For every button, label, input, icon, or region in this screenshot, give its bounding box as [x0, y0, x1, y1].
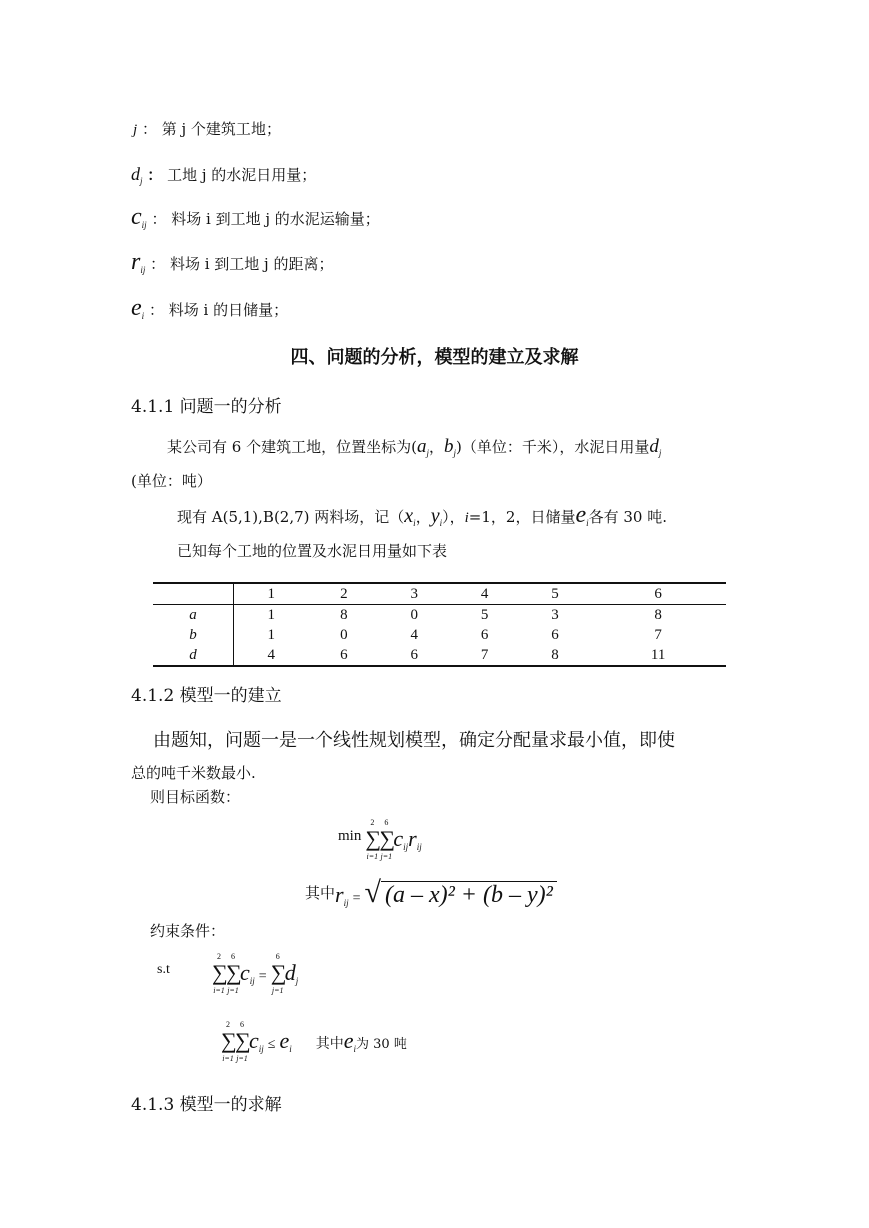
- table-header-cell: 5: [520, 583, 590, 605]
- note-text: 其中: [315, 1036, 344, 1052]
- table-header-cell: 3: [379, 583, 449, 605]
- definition-text: 料场 i 的日储量；: [168, 301, 289, 319]
- symbol-subscript: i: [141, 311, 145, 321]
- constraint-label: 约束条件：: [150, 922, 226, 940]
- definition-separator: ：: [141, 120, 157, 138]
- sum-symbol: ∑ 6 j=1: [226, 962, 240, 984]
- table-cell: 4: [410, 626, 418, 643]
- table-row-label: d: [153, 645, 234, 666]
- subscript: ij: [249, 976, 255, 986]
- text: 某公司有 6 个建筑工地，位置坐标为(: [167, 438, 417, 456]
- subsection-4-1-2: 4.1.2 模型一的建立: [131, 686, 282, 706]
- var-d: d: [284, 960, 296, 985]
- sum-lower: j=1: [271, 986, 284, 995]
- symbol-subscript: ij: [140, 265, 146, 275]
- definition-j: [133, 118, 281, 139]
- subscript: j: [658, 448, 662, 458]
- subscript: j: [453, 448, 456, 458]
- table-cell: 8: [520, 645, 590, 666]
- subscript: i: [353, 1044, 357, 1054]
- table-header-cell: 2: [309, 583, 379, 605]
- definition-e: [131, 295, 288, 322]
- sum-symbol: ∑ 2 i=1: [221, 1030, 235, 1052]
- table-cell: 8: [340, 606, 348, 623]
- var-c: c: [240, 960, 250, 985]
- sum-symbol: ∑ 2 i=1: [365, 828, 379, 850]
- subscript: i: [413, 518, 416, 528]
- var-c: c: [249, 1028, 259, 1053]
- paragraph-model: 由题知，问题一是一个线性规划模型，确定分配量求最小值，即使: [153, 730, 675, 751]
- definition-separator: ：: [147, 166, 163, 184]
- subscript: j: [426, 448, 429, 458]
- subsection-4-1-3: 4.1.3 模型一的求解: [131, 1095, 282, 1115]
- definition-d: [131, 164, 316, 186]
- subscript: ij: [258, 1044, 264, 1054]
- text: 现有 A(5,1),B(2,7) 两料场，记（: [177, 508, 405, 526]
- symbol-d: d: [649, 436, 659, 457]
- sum-symbol: ∑ 6 j=1: [379, 828, 393, 850]
- sum-lower: i=1: [222, 1054, 234, 1063]
- paragraph-unit: (单位：吨）: [131, 472, 212, 490]
- table-cell: 3: [551, 606, 559, 623]
- equals-sign: =: [258, 969, 267, 984]
- table-header-cell: [153, 583, 234, 605]
- definition-text: 第 j 个建筑工地；: [161, 120, 281, 138]
- sum-symbol: ∑ 6 j=1: [271, 962, 285, 984]
- symbol: d: [131, 164, 140, 184]
- sum-lower: j=1: [227, 986, 239, 995]
- table-row-label: b: [153, 625, 234, 645]
- objective-formula: [338, 818, 422, 861]
- sum-upper: 2: [370, 818, 375, 827]
- table-row: [153, 645, 726, 666]
- text: ，: [428, 438, 444, 456]
- symbol-i: i: [464, 510, 469, 526]
- table-cell: 6: [379, 645, 449, 666]
- symbol: j: [133, 122, 138, 138]
- sum-lower: i=1: [366, 852, 379, 861]
- text: 各有 30 吨.: [588, 508, 668, 526]
- table-cell: 6: [551, 626, 559, 643]
- var-e: e: [279, 1028, 290, 1053]
- symbol-x: x: [404, 505, 414, 527]
- sum-lower: j=1: [380, 852, 393, 861]
- paragraph-sites: [167, 436, 661, 458]
- sum-symbol: ∑ 6 j=1: [235, 1030, 249, 1052]
- table-cell: 0: [340, 626, 348, 643]
- subscript: ij: [343, 898, 349, 908]
- table-cell: 1: [267, 606, 276, 623]
- table-header-cell: 6: [590, 583, 726, 605]
- sqrt-expression: (a – x)² + (b – y)²: [381, 881, 557, 908]
- table-row-label: a: [153, 605, 234, 626]
- symbol-y: y: [430, 505, 440, 527]
- definition-text: 料场 i 到工地 j 的水泥运输量；: [171, 210, 380, 228]
- definition-separator: ：: [150, 255, 166, 273]
- distance-label: 其中: [305, 884, 336, 902]
- definition-separator: ：: [148, 301, 164, 319]
- section-heading: 四、问题的分析，模型的建立及求解: [290, 347, 579, 368]
- paragraph-yards: [177, 502, 667, 529]
- sum-lower: i=1: [213, 986, 225, 995]
- table-row: [153, 625, 726, 645]
- sum-upper: 6: [240, 1020, 244, 1029]
- text: ，: [415, 508, 431, 526]
- objective-label: 则目标函数：: [150, 788, 241, 806]
- text: )（单位：千米），水泥日用量: [455, 438, 650, 456]
- var-c: c: [393, 826, 404, 851]
- subsection-4-1-1: 4.1.1 问题一的分析: [131, 397, 282, 417]
- note-text: 为 30 吨: [356, 1037, 407, 1052]
- symbol: r: [131, 249, 141, 275]
- table-header-cell: 4: [449, 583, 519, 605]
- constraint-2: [221, 1020, 407, 1063]
- symbol-subscript: ij: [141, 220, 147, 230]
- constraint-1: [212, 952, 299, 995]
- definition-r: [131, 249, 333, 276]
- symbol-subscript: j: [140, 176, 143, 186]
- paragraph-model-cont: 总的吨千米数最小.: [131, 764, 256, 782]
- symbol-e: e: [575, 502, 587, 528]
- subscript: i: [439, 518, 443, 528]
- sqrt-sign: √: [364, 876, 381, 909]
- sum-upper: 6: [231, 952, 235, 961]
- table-cell: 6: [309, 645, 379, 666]
- distance-formula: [305, 876, 557, 910]
- sum-upper: 6: [275, 952, 280, 961]
- table-cell: 5: [480, 606, 489, 623]
- definition-text: 料场 i 到工地 j 的距离；: [169, 255, 334, 273]
- sum-upper: 2: [217, 952, 221, 961]
- symbol-b: b: [443, 436, 454, 457]
- text: ），: [442, 508, 465, 526]
- table-cell: 6: [480, 626, 489, 643]
- sum-upper: 6: [384, 818, 389, 827]
- sum-upper: 2: [226, 1020, 230, 1029]
- var-r: r: [335, 882, 344, 907]
- symbol: e: [131, 295, 142, 321]
- site-data-table: [153, 582, 726, 667]
- table-row: [153, 605, 726, 626]
- subscript: i: [289, 1044, 292, 1054]
- var-r: r: [408, 826, 417, 851]
- st-label: s.t: [157, 962, 170, 977]
- subscript: ij: [416, 842, 422, 852]
- definition-c: [131, 204, 380, 231]
- equals-sign: =: [352, 891, 361, 906]
- table-cell: 0: [410, 606, 418, 623]
- paragraph-table-intro: 已知每个工地的位置及水泥日用量如下表: [177, 542, 448, 560]
- symbol-a: a: [416, 436, 427, 457]
- sum-lower: j=1: [236, 1054, 248, 1063]
- table-cell: 7: [449, 645, 519, 666]
- table-cell: 8: [654, 606, 662, 623]
- var-e: e: [343, 1028, 354, 1053]
- table-cell: 7: [654, 626, 662, 643]
- subscript: ij: [403, 842, 409, 852]
- leq-sign: ≤: [267, 1037, 276, 1052]
- definition-separator: ：: [151, 210, 167, 228]
- subscript: i: [586, 518, 589, 528]
- sum-symbol: ∑ 2 i=1: [212, 962, 226, 984]
- text: =1，2，日储量: [468, 508, 576, 526]
- table-cell: 1: [267, 626, 276, 643]
- table-cell: 11: [590, 645, 726, 666]
- min-operator: min: [338, 828, 362, 844]
- subscript: j: [295, 976, 299, 986]
- table-cell: 4: [234, 645, 309, 666]
- table-header-cell: 1: [234, 583, 309, 605]
- symbol: c: [131, 204, 142, 230]
- table-header-row: [153, 583, 726, 605]
- definition-text: 工地 j 的水泥日用量；: [167, 166, 317, 184]
